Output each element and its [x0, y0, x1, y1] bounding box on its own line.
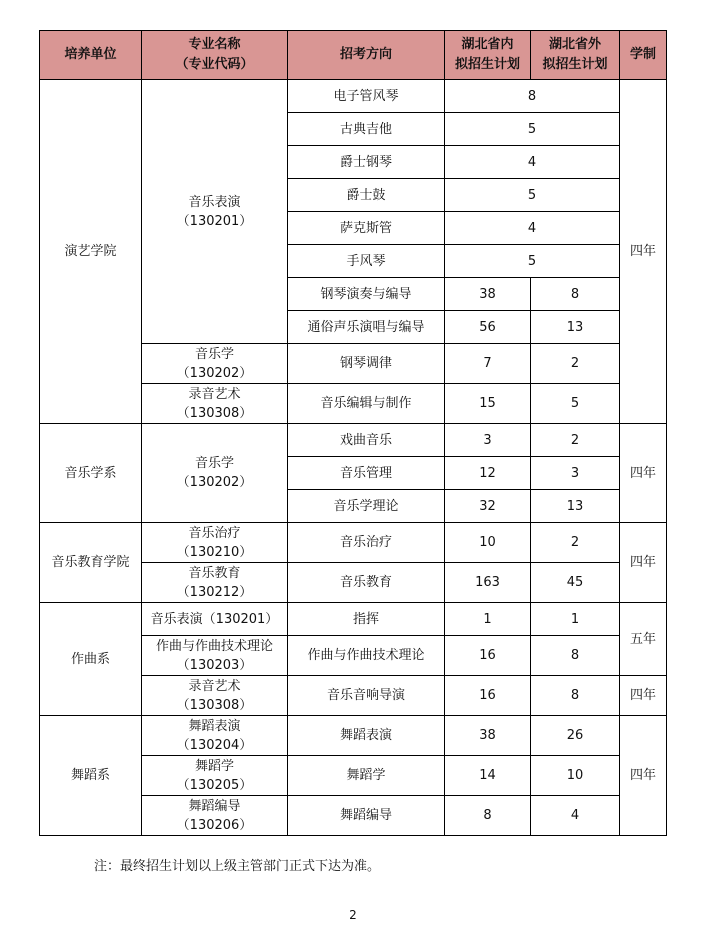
in-province-cell: 56 — [445, 311, 531, 344]
direction-cell: 音乐音响导演 — [288, 676, 445, 716]
unit-cell: 音乐学系 — [40, 424, 142, 523]
direction-cell: 舞蹈编导 — [288, 796, 445, 836]
years-cell: 四年 — [620, 523, 667, 603]
direction-cell: 音乐学理论 — [288, 490, 445, 523]
page-number: 2 — [349, 908, 357, 922]
direction-cell: 戏曲音乐 — [288, 424, 445, 457]
direction-cell: 爵士鼓 — [288, 179, 445, 212]
major-cell: 录音艺术 （130308） — [142, 384, 288, 424]
out-province-cell: 1 — [531, 603, 620, 636]
direction-cell: 音乐教育 — [288, 563, 445, 603]
direction-cell: 古典吉他 — [288, 113, 445, 146]
table-row — [40, 603, 667, 636]
in-province-cell: 38 — [445, 716, 531, 756]
unit-cell: 舞蹈系 — [40, 716, 142, 836]
major-cell: 音乐表演（130201） — [142, 603, 288, 636]
unit-cell: 作曲系 — [40, 603, 142, 716]
header-direction: 招考方向 — [288, 31, 445, 80]
header-unit: 培养单位 — [40, 31, 142, 80]
direction-cell: 通俗声乐演唱与编导 — [288, 311, 445, 344]
combined-quota-cell: 5 — [445, 113, 620, 146]
combined-quota-cell: 4 — [445, 146, 620, 179]
in-province-cell: 7 — [445, 344, 531, 384]
out-province-cell: 3 — [531, 457, 620, 490]
direction-cell: 钢琴演奏与编导 — [288, 278, 445, 311]
direction-cell: 舞蹈表演 — [288, 716, 445, 756]
in-province-cell: 8 — [445, 796, 531, 836]
out-province-cell: 26 — [531, 716, 620, 756]
direction-cell: 舞蹈学 — [288, 756, 445, 796]
table-header-row — [40, 31, 667, 80]
out-province-cell: 2 — [531, 523, 620, 563]
header-major: 专业名称 （专业代码） — [142, 31, 288, 80]
major-cell: 舞蹈学 （130205） — [142, 756, 288, 796]
direction-cell: 手风琴 — [288, 245, 445, 278]
combined-quota-cell: 5 — [445, 179, 620, 212]
out-province-cell: 8 — [531, 676, 620, 716]
out-province-cell: 10 — [531, 756, 620, 796]
in-province-cell: 12 — [445, 457, 531, 490]
footnote: 注：最终招生计划以上级主管部门正式下达为准。 — [94, 859, 381, 874]
major-cell: 作曲与作曲技术理论 （130203） — [142, 636, 288, 676]
in-province-cell: 16 — [445, 636, 531, 676]
in-province-cell: 1 — [445, 603, 531, 636]
in-province-cell: 10 — [445, 523, 531, 563]
years-cell: 四年 — [620, 716, 667, 836]
combined-quota-cell: 5 — [445, 245, 620, 278]
major-cell: 舞蹈表演 （130204） — [142, 716, 288, 756]
out-province-cell: 4 — [531, 796, 620, 836]
direction-cell: 音乐编辑与制作 — [288, 384, 445, 424]
unit-cell: 音乐教育学院 — [40, 523, 142, 603]
direction-cell: 指挥 — [288, 603, 445, 636]
major-cell: 音乐学 （130202） — [142, 344, 288, 384]
header-out-province: 湖北省外 拟招生计划 — [531, 31, 620, 80]
direction-cell: 萨克斯管 — [288, 212, 445, 245]
enrollment-plan-table — [39, 30, 667, 836]
years-cell: 五年 — [620, 603, 667, 676]
in-province-cell: 14 — [445, 756, 531, 796]
combined-quota-cell: 4 — [445, 212, 620, 245]
direction-cell: 钢琴调律 — [288, 344, 445, 384]
header-years: 学制 — [620, 31, 667, 80]
out-province-cell: 13 — [531, 311, 620, 344]
combined-quota-cell: 8 — [445, 80, 620, 113]
major-cell: 音乐治疗 （130210） — [142, 523, 288, 563]
major-cell: 舞蹈编导 （130206） — [142, 796, 288, 836]
direction-cell: 音乐治疗 — [288, 523, 445, 563]
years-cell: 四年 — [620, 424, 667, 523]
major-cell: 录音艺术 （130308） — [142, 676, 288, 716]
major-cell: 音乐学 （130202） — [142, 424, 288, 523]
table-row — [40, 80, 667, 113]
unit-cell: 演艺学院 — [40, 80, 142, 424]
out-province-cell: 13 — [531, 490, 620, 523]
in-province-cell: 16 — [445, 676, 531, 716]
in-province-cell: 15 — [445, 384, 531, 424]
table-row — [40, 424, 667, 457]
table-row — [40, 716, 667, 756]
direction-cell: 作曲与作曲技术理论 — [288, 636, 445, 676]
out-province-cell: 8 — [531, 278, 620, 311]
in-province-cell: 32 — [445, 490, 531, 523]
direction-cell: 音乐管理 — [288, 457, 445, 490]
major-cell: 音乐教育 （130212） — [142, 563, 288, 603]
years-cell: 四年 — [620, 80, 667, 424]
major-cell: 音乐表演 （130201） — [142, 80, 288, 344]
out-province-cell: 45 — [531, 563, 620, 603]
header-in-province: 湖北省内 拟招生计划 — [445, 31, 531, 80]
in-province-cell: 163 — [445, 563, 531, 603]
direction-cell: 电子管风琴 — [288, 80, 445, 113]
out-province-cell: 2 — [531, 344, 620, 384]
in-province-cell: 38 — [445, 278, 531, 311]
years-cell: 四年 — [620, 676, 667, 716]
table-row — [40, 523, 667, 563]
out-province-cell: 5 — [531, 384, 620, 424]
out-province-cell: 2 — [531, 424, 620, 457]
direction-cell: 爵士钢琴 — [288, 146, 445, 179]
in-province-cell: 3 — [445, 424, 531, 457]
out-province-cell: 8 — [531, 636, 620, 676]
